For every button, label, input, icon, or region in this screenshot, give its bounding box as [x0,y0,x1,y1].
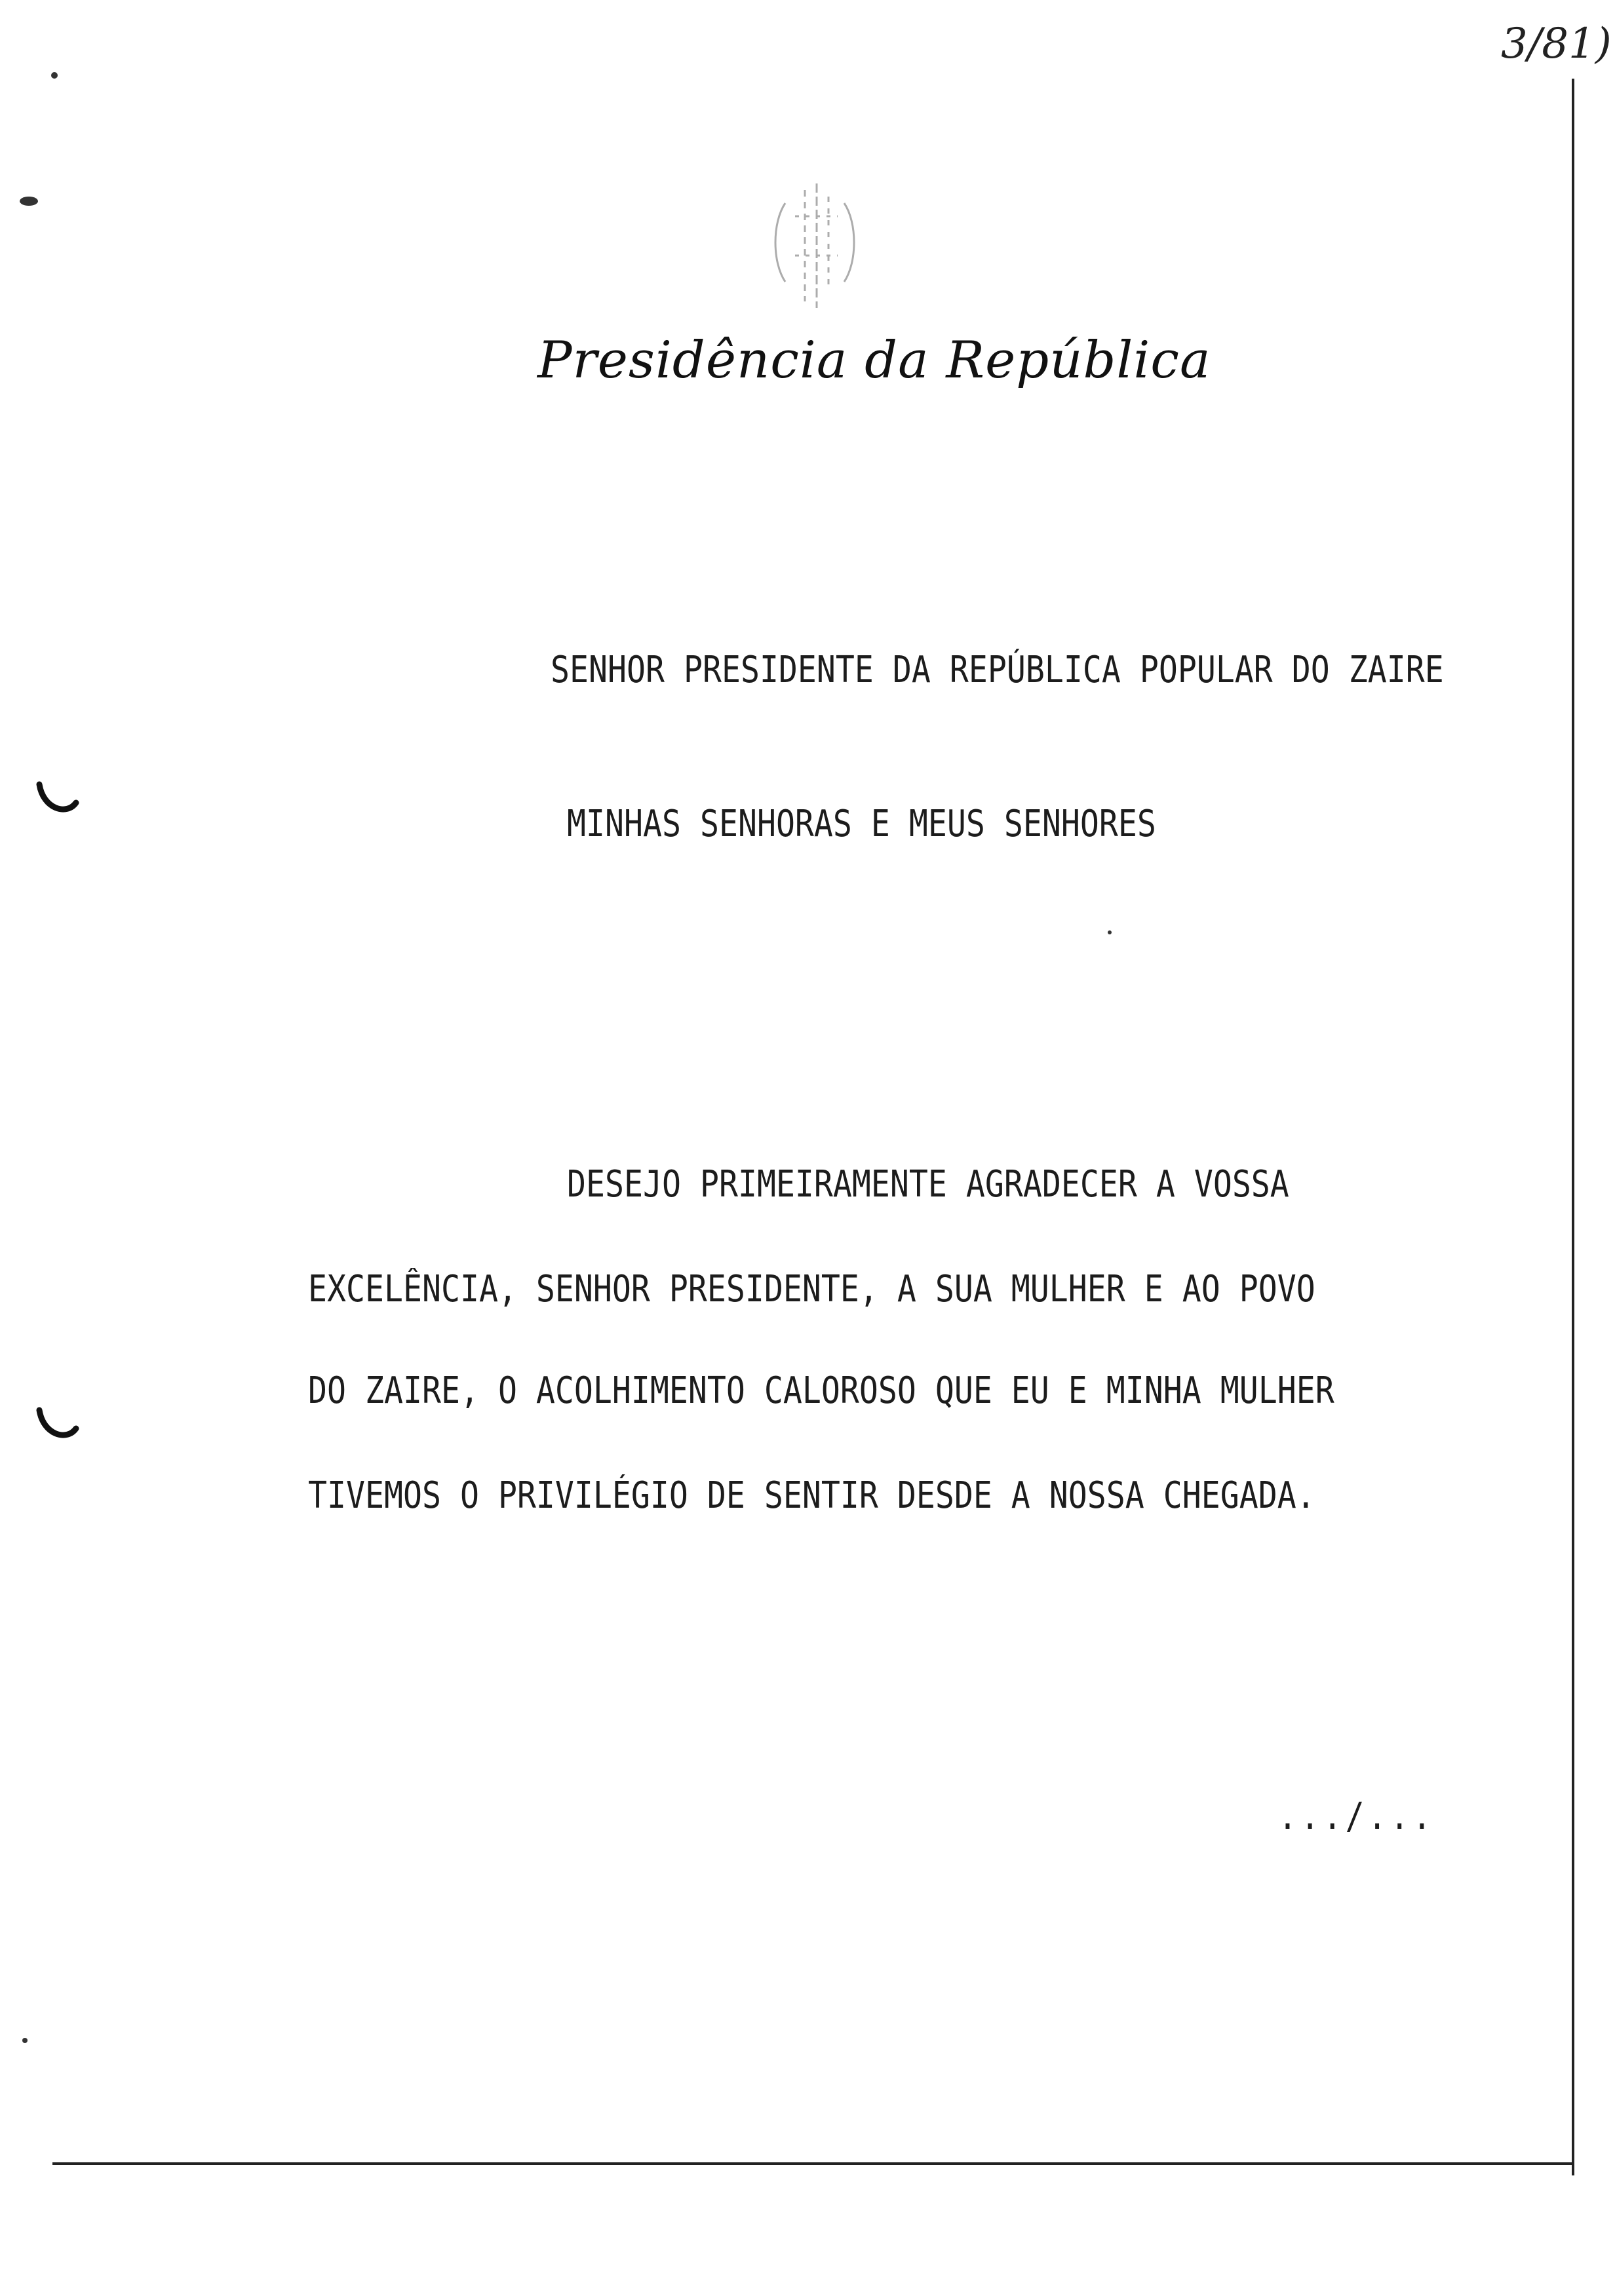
scan-speck [20,197,38,206]
salutation-president: SENHOR PRESIDENTE DA REPÚBLICA POPULAR DO ZAIRE [551,649,1444,691]
letterhead-title: Presidência da República [537,331,1211,390]
scan-speck [1108,930,1112,934]
paragraph-line: DO ZAIRE, O ACOLHIMENTO CALOROSO QUE EU E MINHA MULHER [308,1369,1334,1412]
paragraph-line: DESEJO PRIMEIRAMENTE AGRADECER A VOSSA [567,1163,1289,1206]
paragraph-line: EXCELÊNCIA, SENHOR PRESIDENTE, A SUA MULHER E AO POVO [308,1268,1315,1311]
page-edge-right [1572,79,1574,2175]
scan-speck [22,2038,28,2043]
page-edge-bottom [52,2162,1573,2165]
paragraph-line: TIVEMOS O PRIVILÉGIO DE SENTIR DESDE A NOSSA CHEGADA. [308,1474,1315,1517]
hole-punch-mark [34,776,80,822]
continuation-mark: .../... [1278,1795,1435,1838]
salutation-audience: MINHAS SENHORAS E MEUS SENHORES [567,803,1156,845]
coat-of-arms-seal-icon [739,177,890,315]
scan-speck [51,72,58,79]
page-number: 3/81) [1501,20,1612,68]
hole-punch-mark [34,1402,80,1448]
